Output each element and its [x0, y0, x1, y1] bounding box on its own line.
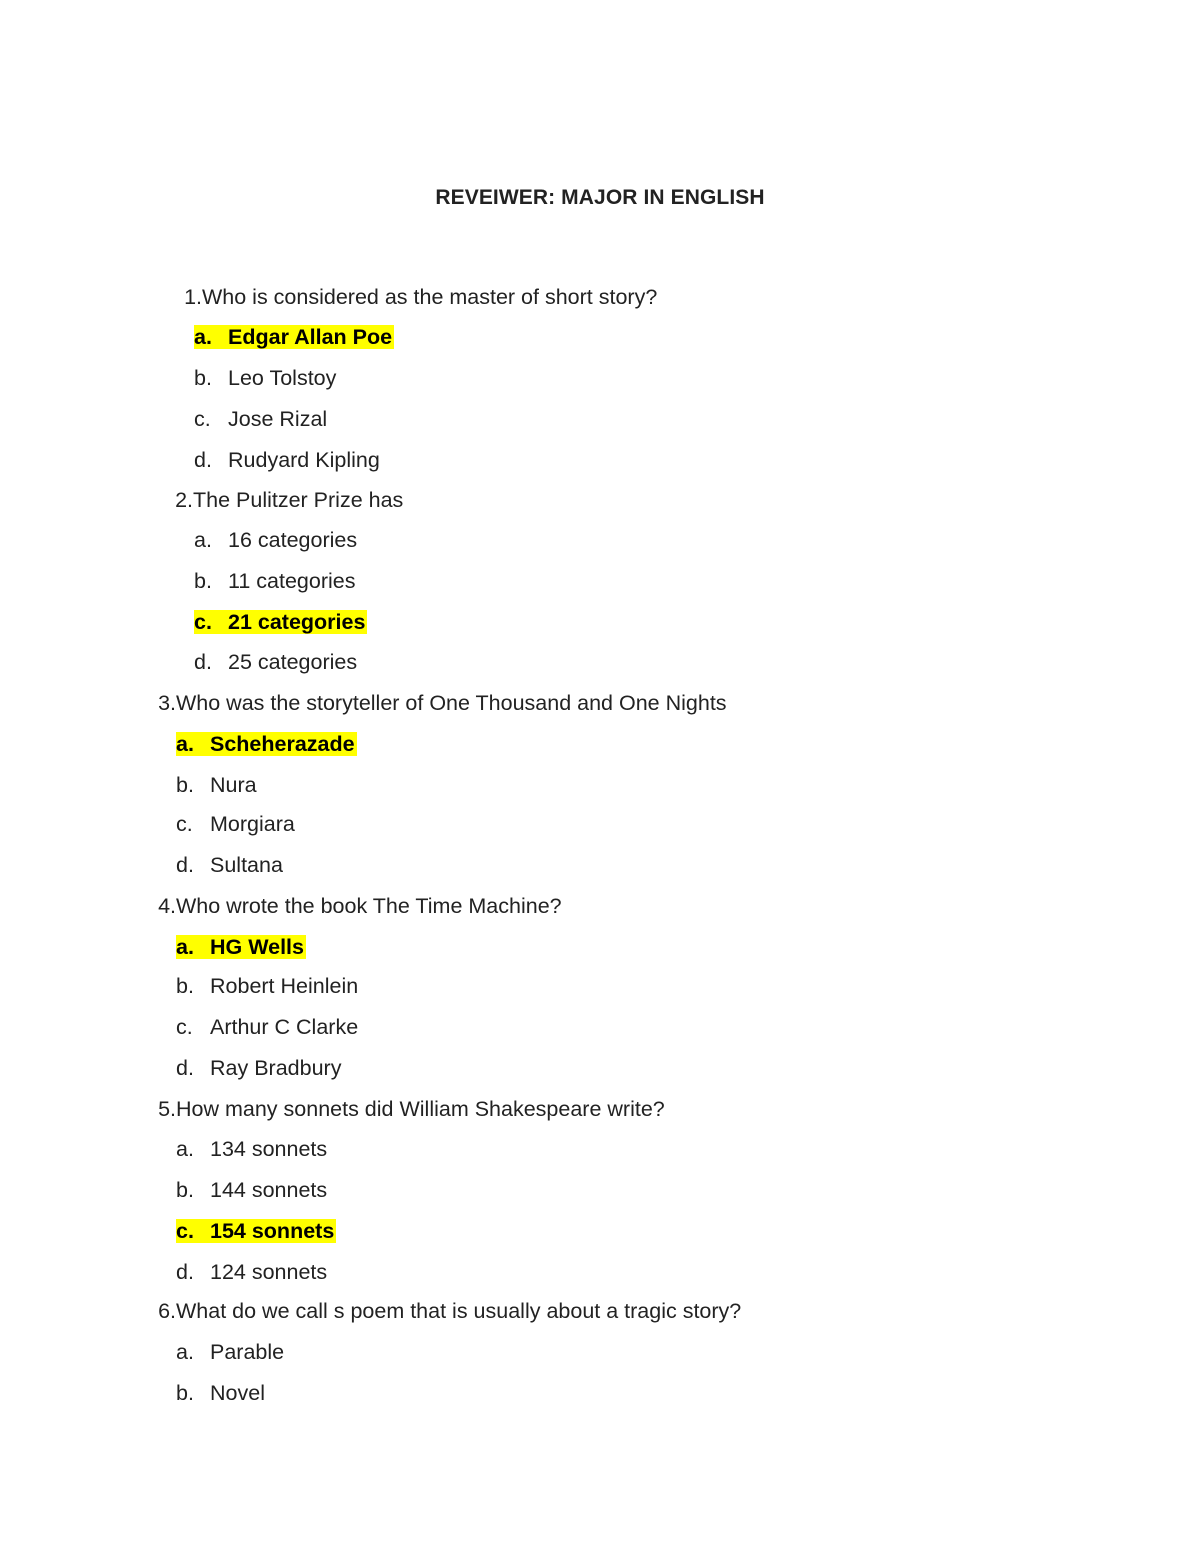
option-2a — [194, 527, 357, 553]
option-3d — [176, 852, 283, 878]
option-3a — [176, 731, 357, 757]
option-letter: d. — [176, 1056, 194, 1080]
question-1 — [168, 284, 657, 310]
option-text: Scheherazade — [210, 732, 355, 756]
option-letter: a. — [194, 528, 212, 552]
option-1c — [194, 406, 327, 432]
question-text: Who wrote the book The Time Machine? — [176, 894, 562, 918]
option-text: Parable — [210, 1340, 285, 1364]
question-6 — [140, 1298, 741, 1324]
question-text: How many sonnets did William Shakespeare write? — [176, 1097, 665, 1121]
option-text: 16 categories — [228, 528, 358, 552]
option-letter: d. — [176, 1260, 194, 1284]
option-letter: d. — [194, 448, 212, 472]
question-number: 3. — [158, 691, 176, 715]
option-text: 124 sonnets — [210, 1260, 328, 1284]
question-text: Who was the storyteller of One Thousand and One Nights — [176, 691, 727, 715]
question-3 — [140, 690, 727, 716]
question-number: 1. — [184, 285, 202, 309]
option-text: 21 categories — [228, 610, 366, 634]
option-text: Nura — [210, 773, 257, 797]
option-text: Sultana — [210, 853, 283, 877]
option-letter: b. — [194, 366, 212, 390]
document-title: REVEIWER: MAJOR IN ENGLISH — [435, 186, 765, 209]
option-3b — [176, 772, 257, 798]
correct-answer-highlight — [176, 1219, 336, 1243]
option-letter: a. — [194, 325, 212, 349]
option-text: Leo Tolstoy — [228, 366, 337, 390]
option-text: 154 sonnets — [210, 1219, 335, 1243]
option-letter: a. — [176, 935, 194, 959]
question-2 — [158, 487, 403, 513]
option-letter: b. — [176, 1381, 194, 1405]
correct-answer-highlight — [194, 610, 367, 634]
option-letter: c. — [176, 1015, 193, 1039]
question-4 — [140, 893, 562, 919]
option-letter: b. — [176, 974, 194, 998]
option-letter: c. — [194, 407, 211, 431]
option-letter: d. — [176, 853, 194, 877]
question-number: 2. — [175, 488, 193, 512]
option-letter: b. — [194, 569, 212, 593]
option-1d — [194, 447, 380, 473]
question-text: The Pulitzer Prize has — [193, 488, 404, 512]
option-5c — [176, 1218, 336, 1244]
option-letter: c. — [176, 812, 193, 836]
option-text: Edgar Allan Poe — [228, 325, 393, 349]
option-text: Novel — [210, 1381, 265, 1405]
option-letter: a. — [176, 1137, 194, 1161]
option-5d — [176, 1259, 327, 1285]
correct-answer-highlight — [176, 732, 357, 756]
option-2d — [194, 649, 357, 675]
option-5a — [176, 1136, 327, 1162]
option-6a — [176, 1339, 284, 1365]
question-text: Who is considered as the master of short story? — [202, 285, 658, 309]
option-letter: a. — [176, 1340, 194, 1364]
option-3c — [176, 811, 295, 837]
option-text: 11 categories — [228, 569, 356, 593]
option-letter: c. — [176, 1219, 194, 1243]
option-text: Jose Rizal — [228, 407, 328, 431]
option-text: 144 sonnets — [210, 1178, 328, 1202]
option-text: Rudyard Kipling — [228, 448, 380, 472]
question-5 — [140, 1096, 665, 1122]
option-text: 25 categories — [228, 650, 358, 674]
option-5b — [176, 1177, 327, 1203]
question-text: What do we call s poem that is usually about a tragic story? — [176, 1299, 742, 1323]
option-1b — [194, 365, 336, 391]
question-number: 5. — [158, 1097, 176, 1121]
option-letter: a. — [176, 732, 194, 756]
option-letter: d. — [194, 650, 212, 674]
option-4d — [176, 1055, 341, 1081]
question-number: 4. — [158, 894, 176, 918]
option-text: HG Wells — [210, 935, 304, 959]
option-4b — [176, 973, 358, 999]
option-text: Morgiara — [210, 812, 295, 836]
option-6b — [176, 1380, 265, 1406]
option-letter: b. — [176, 1178, 194, 1202]
option-text: Ray Bradbury — [210, 1056, 342, 1080]
option-letter: b. — [176, 773, 194, 797]
option-letter: c. — [194, 610, 212, 634]
correct-answer-highlight — [194, 325, 394, 349]
option-1a — [194, 324, 394, 350]
option-text: Arthur C Clarke — [210, 1015, 359, 1039]
option-2b — [194, 568, 356, 594]
option-4a — [176, 934, 306, 960]
option-4c — [176, 1014, 358, 1040]
question-number: 6. — [158, 1299, 176, 1323]
option-2c — [194, 609, 367, 635]
option-text: 134 sonnets — [210, 1137, 328, 1161]
correct-answer-highlight — [176, 935, 306, 959]
option-text: Robert Heinlein — [210, 974, 359, 998]
